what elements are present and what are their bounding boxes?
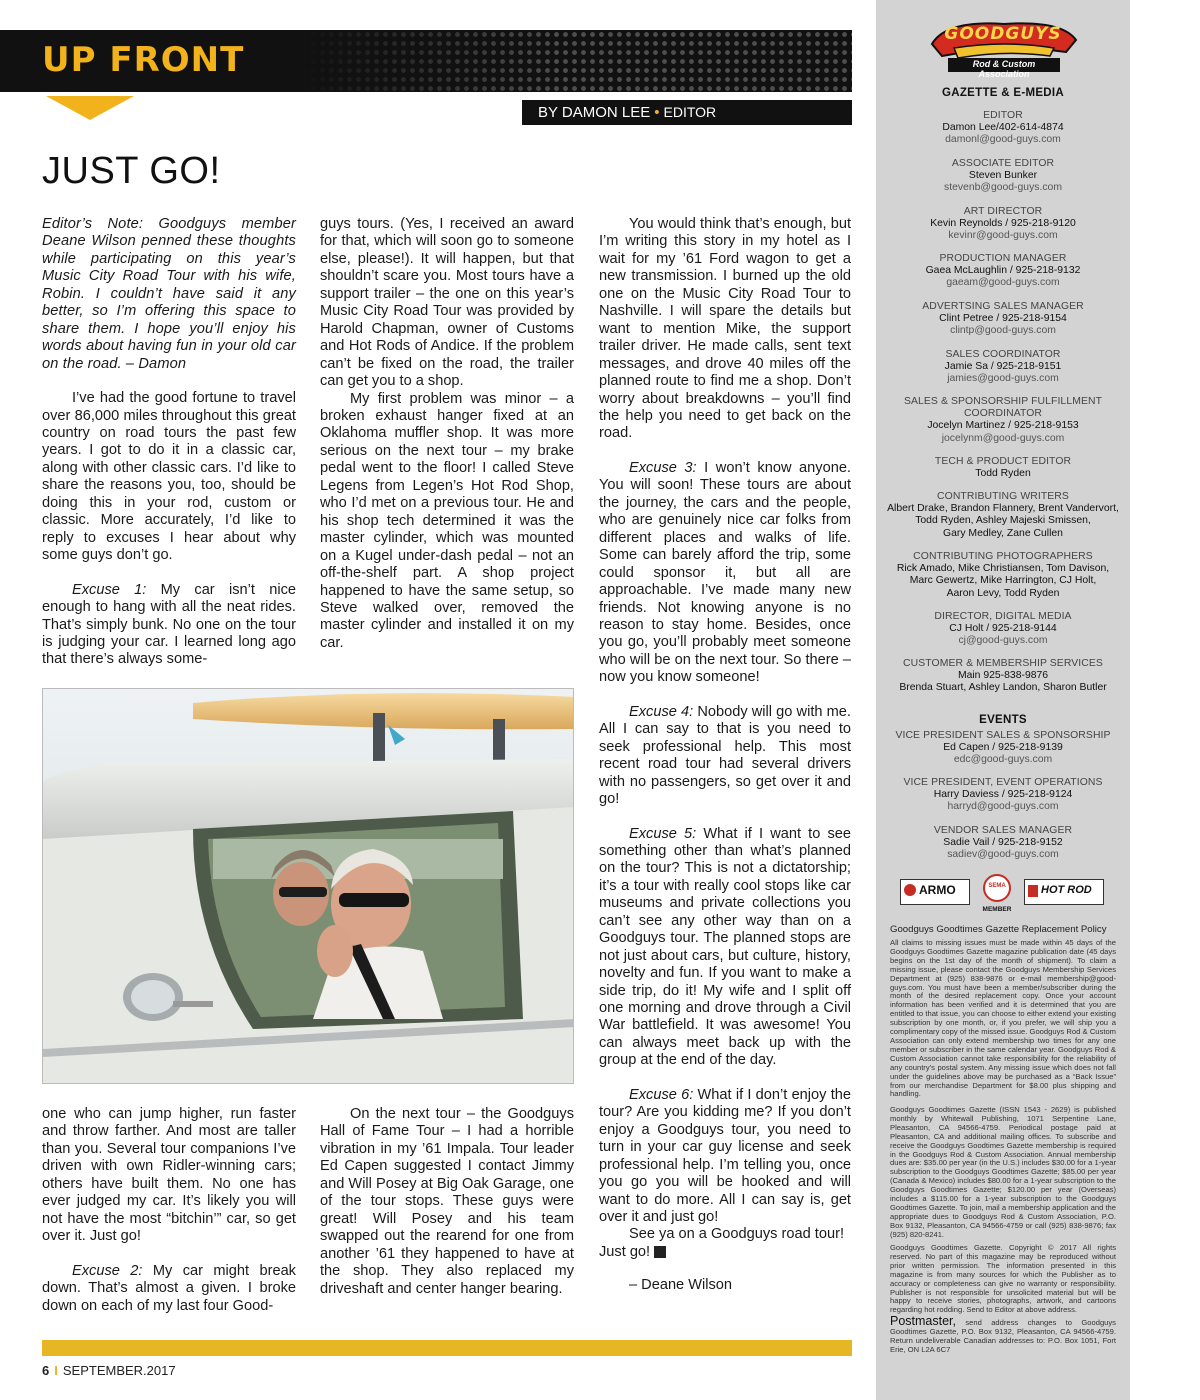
staff-role: CONTRIBUTING PHOTOGRAPHERS xyxy=(913,551,1093,562)
staff-name: Kevin Reynolds / 925-218-9120 xyxy=(930,218,1076,230)
column-3 xyxy=(599,216,851,1295)
staff-name: Damon Lee/402-614-4874 xyxy=(942,122,1064,134)
hotrod-badge xyxy=(1024,879,1104,905)
staff-name: Harry Daviess / 925-218-9124 xyxy=(933,789,1073,801)
staff-role: VICE PRESIDENT SALES & SPONSORSHIP xyxy=(895,730,1111,741)
excuse-2-label: Excuse 2: xyxy=(72,1262,143,1279)
excuse-2-text: My car might break down. That’s almost a given. I broke down on each of my last four Good- xyxy=(42,1262,296,1314)
byline xyxy=(522,100,852,125)
member-label: MEMBER xyxy=(982,906,1012,913)
excuse-4-label: Excuse 4: xyxy=(629,703,694,720)
excuse-3-paragraph xyxy=(599,460,851,687)
car-photo xyxy=(42,688,574,1084)
column-2-bottom xyxy=(320,1106,574,1298)
photographers-line-3: Aaron Levy, Todd Ryden xyxy=(946,587,1060,599)
col1-bottom-paragraph: one who can jump higher, run faster and throw farther. And most are taller than you. Several tour companions I’ve driven with own Ridler-winning cars; others have built them. No one has ever judged my car. It’s likely you will not have the most “bitchin’” car, so get over it. Just go! xyxy=(42,1106,296,1245)
column-2-top xyxy=(320,216,574,652)
staff-sales-coordinator xyxy=(876,349,1130,386)
staff-email: jamies@good-guys.com xyxy=(947,373,1059,385)
staff-email: damonl@good-guys.com xyxy=(945,134,1061,146)
staff-role: VICE PRESIDENT, EVENT OPERATIONS xyxy=(903,777,1103,788)
staff-email: jocelynm@good-guys.com xyxy=(941,432,1065,444)
contributing-photographers xyxy=(876,551,1130,600)
sema-badge xyxy=(982,874,1012,918)
staff-email: kevinr@good-guys.com xyxy=(948,230,1058,242)
staff-role: CONTRIBUTING WRITERS xyxy=(937,491,1069,502)
excuse-2-paragraph xyxy=(42,1263,296,1315)
staff-fulfillment-coordinator xyxy=(876,396,1130,445)
writers-line-3: Gary Medley, Zane Cullen xyxy=(943,527,1063,539)
armo-logo-icon xyxy=(904,884,916,896)
issn-statement: Goodguys Goodtimes Gazette (ISSN 1543 - 2629) is published monthly by Whitewall Publishing, 1071 Serpentine Lane, Pleasanton, CA 94566-4759. Periodical postage paid at Pleasanton, CA and additional mailing offices. To subscribe and receive the Goodguys Goodtimes Gazette membership is required in the Goodguys Rod & Custom Association. Annual membership dues are: $35.00 per year (in the U.S.) includes $30.00 for a 1-year subscription to the Goodguys Goodtimes Gazette; $85.00 per year (Canada & Mexico) includes $80.00 for a 1-year subscription to the Goodguys Goodtimes Gazette; $120.00 per year (Overseas) includes a $115.00 for a 1-year subscription to the Goodguys Goodtimes Gazette. To join, mail a membership application and the appropriate dues to Goodguys Rod & Custom Association, P.O. Box 9132, Pleasanton, CA 94566-4759 or call (925) 838-9876; fax (925) 820-8241. xyxy=(890,1105,1116,1239)
editors-note: Editor’s Note: Goodguys member Deane Wilson penned these thoughts while participating on this year’s Music City Road Tour with his wife, Robin. I couldn’t have said it any better, so I’m offering this space to share them. I hope you’ll enjoy his words about having fun in your old car on the road. – Damon xyxy=(42,216,296,372)
staff-email: harryd@good-guys.com xyxy=(947,801,1059,813)
excuse-1-label: Excuse 1: xyxy=(72,581,147,598)
staff-name: Steven Bunker xyxy=(968,170,1038,182)
excuse-4-paragraph xyxy=(599,704,851,809)
staff-role: SALES COORDINATOR xyxy=(945,349,1061,360)
excuse-5-text: What if I want to see something other than what’s planned on the tour? This is not a dictatorship; it’s a tour with really cool stops like car museums and private collections you can’t see any other way than on a Goodguys tour. The planned stops are not just about cars, but culture, history, novelty and fun. If you want to make a side trip, do it! My wife and I split off one morning and drove through a Civil War battlefield. It was awesome! You can always meet back up with the group at the end of the day. xyxy=(599,825,852,1069)
page-number: 6 xyxy=(42,1363,50,1378)
article-title: JUST GO! xyxy=(42,150,221,192)
column-1-bottom xyxy=(42,1106,296,1315)
col2-bottom-paragraph: On the next tour – the Goodguys Hall of Fame Tour – I had a horrible vibration in my ’61 Impala. Tour leader Ed Capen suggested I contact Jimmy and Will Posey at Big Oak Garage, one of the tour stops. These guys were great! Will Posey and his team swapped out the rearend for one from another ’61 they happened to have at the shop. They also replaced my driveshaft and center hanger bearing. xyxy=(320,1106,574,1297)
byline-separator: • xyxy=(654,104,660,121)
staff-ad-sales-manager xyxy=(876,301,1130,338)
excuse-4-text: Nobody will go with me. All I can say to that is you need to seek professional help. This most recent road tour had several drivers with no passengers, so get over it and go! xyxy=(599,703,851,808)
excuse-5-label: Excuse 5: xyxy=(629,825,697,842)
staff-production-manager xyxy=(876,253,1130,290)
col3-paragraph-1: You would think that’s enough, but I’m writing this story in my hotel as I wait for my ’61 Ford wagon to get a new transmission. I burned up the old one on the Music City Road Tour to Nashville. I will spare the details but want to mention Mike, the support trailer driver. He made calls, sent text messages, and drove 40 miles off the planned route to find me a shop. Don’t worry about breakdowns – you’ll find the help you need to get back on the road. xyxy=(599,216,851,442)
staff-tech-editor xyxy=(876,456,1130,480)
staff-editor xyxy=(876,110,1130,147)
events-vp-sales xyxy=(876,730,1130,767)
staff-role: VENDOR SALES MANAGER xyxy=(933,825,1073,836)
intro-paragraph: I’ve had the good fortune to travel over 86,000 miles throughout this great country on road tours the past few years. I got to do it in a classic car, along with other classic cars. I’d like to share the reasons you, too, should be doing this in your rod, custom or classic. More accurately, I’d like to reply to excuses I hear about why some guys don’t go. xyxy=(42,390,296,564)
staff-name: Todd Ryden xyxy=(975,468,1031,480)
excuse-6-text: What if I don’t enjoy the tour? Are you kidding me? If you don’t enjoy a Goodguys tour, you need to turn in your car guy license and seek professional help. I’m telling you, once you go you will be hooked and will want to do more. All I can say is, get over it and just go! xyxy=(599,1086,851,1226)
staff-email: cj@good-guys.com xyxy=(958,635,1048,647)
excuse-5-paragraph xyxy=(599,826,851,1070)
col2-paragraph-1: guys tours. (Yes, I received an award for that, which will soon go to someone else, please!). It will happen, but that shouldn’t scare you. Most tours have a support trailer – the one on this year’s Music City Road Tour was provided by Harold Chapman, owner of Customs and Hot Rods of Andice. If the problem can’t be fixed on the road, the trailer can get you to a shop. xyxy=(320,216,574,390)
byline-role: EDITOR xyxy=(663,104,717,120)
staff-name: Gaea McLaughlin / 925-218-9132 xyxy=(925,265,1081,277)
excuse-1-paragraph xyxy=(42,582,296,669)
page-footer xyxy=(42,1363,176,1378)
closing-paragraph xyxy=(599,1226,851,1261)
staff-email: gaeam@good-guys.com xyxy=(946,277,1060,289)
postmaster-text: send address changes to Goodguys Goodtimes Gazette, P.O. Box 9132, Pleasanton, CA 94566-4759. Return undeliverable Canadian addresses to: P.O. Box 1051, Fort Erie, ON L2A 6C7 xyxy=(890,1318,1116,1354)
staff-role: DIRECTOR, DIGITAL MEDIA xyxy=(934,611,1072,622)
events-vendor-sales xyxy=(876,825,1130,862)
postmaster-label: Postmaster, xyxy=(890,1314,956,1328)
sema-label: SEMA xyxy=(988,883,1006,889)
excuse-3-label: Excuse 3: xyxy=(629,459,697,476)
footer-bar xyxy=(42,1340,852,1356)
staff-role: ASSOCIATE EDITOR xyxy=(951,158,1055,169)
goodguys-logo xyxy=(926,18,1080,79)
footer-separator: I xyxy=(54,1363,58,1378)
staff-art-director xyxy=(876,206,1130,243)
column-1-top xyxy=(42,216,296,669)
staff-email: clintp@good-guys.com xyxy=(950,325,1056,337)
photographers-line-1: Rick Amado, Mike Christiansen, Tom Davison, xyxy=(896,563,1110,575)
staff-role: ART DIRECTOR xyxy=(963,206,1043,217)
staff-name: Jocelyn Martinez / 925-218-9153 xyxy=(927,420,1079,432)
halftone-fade xyxy=(300,30,560,92)
logo-wordmark: GOODGUYS xyxy=(944,24,1062,44)
excuse-3-text: I won’t know anyone. You will soon! These tours are about the journey, the cars and the people, who are genuinely nice car folks from different places and walks of life. Some can barely afford the trip, some could sponsor it, but all are approachable. I’ve made many new friends. Not knowing anyone is no reason to stay home. Besides, once you go, you’ll probably meet someone who will be on the next tour. So there – now you know someone! xyxy=(599,459,851,686)
staff-name: CJ Holt / 925-218-9144 xyxy=(949,623,1057,635)
excuse-6-paragraph xyxy=(599,1087,851,1227)
signature: – Deane Wilson xyxy=(629,1277,733,1294)
chevron-down-icon xyxy=(46,96,134,120)
excuse-1-text: My car isn’t nice enough to hang with all the neat rides. That’s simply bunk. No one on the tour is judging your car. I learned long ago that there’s always some- xyxy=(42,581,296,668)
photographers-line-2: Marc Gewertz, Mike Harrington, CJ Holt, xyxy=(909,575,1097,587)
staff-email: sadiev@good-guys.com xyxy=(947,849,1059,861)
gg-end-mark-icon: GG xyxy=(654,1246,666,1258)
hotrod-badge-label: HOT ROD xyxy=(1041,884,1092,896)
staff-name: Ed Capen / 925-218-9139 xyxy=(943,742,1063,754)
staff-email: edc@good-guys.com xyxy=(953,754,1053,766)
col2-paragraph-2: My first problem was minor – a broken exhaust hanger fixed at an Oklahoma muffler shop. It was more serious on the next tour – my brake pedal went to the floor! I called Steve Legens from Legen’s Hot Rod Shop, who I’d met on a previous tour. He and his shop tech determined it was the master cylinder, which was mounted on a Kugel under-dash pedal – not an off-the-shelf part. A shop project happened to have the same setup, so Steve walked over, removed the master cylinder and installed it on my car. xyxy=(320,390,574,651)
armo-badge xyxy=(900,879,970,905)
closing-text: See ya on a Goodguys road tour! Just go! xyxy=(599,1226,844,1260)
staff-role: PRODUCTION MANAGER xyxy=(939,253,1067,264)
postmaster-statement xyxy=(890,1314,1116,1355)
contributing-writers xyxy=(876,491,1130,540)
events-vp-operations xyxy=(876,777,1130,814)
staff-role: ADVERTSING SALES MANAGER xyxy=(922,301,1084,312)
byline-author: BY DAMON LEE xyxy=(538,104,651,121)
section-title: UP FRONT xyxy=(42,40,245,80)
staff-associate-editor xyxy=(876,158,1130,195)
hotrod-logo-icon xyxy=(1028,885,1038,897)
staff-role: TECH & PRODUCT EDITOR xyxy=(934,456,1072,467)
events-heading: EVENTS xyxy=(979,714,1027,726)
gazette-heading: GAZETTE & E-MEDIA xyxy=(941,87,1064,99)
staff-role: EDITOR xyxy=(983,110,1023,121)
writers-line-1: Albert Drake, Brandon Flannery, Brent Vandervort, xyxy=(887,503,1119,515)
car-photo-illustration xyxy=(43,689,574,1084)
staff-name: Clint Petree / 925-218-9154 xyxy=(939,313,1067,325)
policy-title: Goodguys Goodtimes Gazette Replacement Policy xyxy=(890,924,1107,935)
customer-staff-names: Brenda Stuart, Ashley Landon, Sharon Butler xyxy=(899,682,1107,694)
writers-line-2: Todd Ryden, Ashley Majeski Smissen, xyxy=(915,515,1091,527)
staff-name: Main 925-838-9876 xyxy=(957,670,1049,682)
masthead-sidebar xyxy=(876,0,1130,1400)
armo-badge-label: ARMO xyxy=(919,883,956,897)
excuse-6-label: Excuse 6: xyxy=(629,1086,694,1103)
customer-services xyxy=(876,658,1130,695)
staff-role-line2: COORDINATOR xyxy=(963,408,1043,420)
staff-role: SALES & SPONSORSHIP FULFILLMENT xyxy=(903,396,1103,407)
staff-email: stevenb@good-guys.com xyxy=(944,182,1062,194)
staff-name: Jamie Sa / 925-218-9151 xyxy=(944,361,1062,373)
staff-role: CUSTOMER & MEMBERSHIP SERVICES xyxy=(903,658,1103,669)
replacement-policy: All claims to missing issues must be made within 45 days of the Goodguys Goodtimes Gazette magazine publication date (45 days begins on the 1st day of the month of shipment). To claim a missing issue, please contact the Goodguys Membership Services Department at (925) 838-9876 or e-mail membership@good-guys.com. You must have been a member/subscriber during the month of the desired replacement copy. Once your account information has been verified and it is determined that you are entitled to that issue, you can choose to either extend your existing subscription by one month, or, if you prefer, we will ship you a complimentary copy of the missed issue. Goodguys Rod & Custom Association can only extend membership two times for any one member or subscriber in the same calendar year. Goodguys Rod & Custom Association cannot take responsibility for the reliability of any country’s postal system. Any missing issue which does not fall under the guidelines above may be purchased as a “Back Issue” from our merchandise Department for $8.00 plus shipping and handling. xyxy=(890,938,1116,1099)
staff-digital-director xyxy=(876,611,1130,648)
section-banner xyxy=(0,30,852,92)
issue-date: SEPTEMBER.2017 xyxy=(62,1363,176,1378)
staff-name: Sadie Vail / 925-218-9152 xyxy=(943,837,1063,849)
copyright-statement: Goodguys Goodtimes Gazette. Copyright © 2017 All rights reserved. No part of this magazine may be reproduced without prior written permission. The information presented in this magazine is from many sources for which the Publisher as to accuracy or completeness can give no warranty or responsibility. Publisher is not responsible for unsolicited material but will be happy to receive stories, photographs, artwork, and cartoons regarding hot rodding. Send to Editor at above address. xyxy=(890,1243,1116,1315)
logo-subtitle: Rod & Custom Association xyxy=(972,59,1036,79)
